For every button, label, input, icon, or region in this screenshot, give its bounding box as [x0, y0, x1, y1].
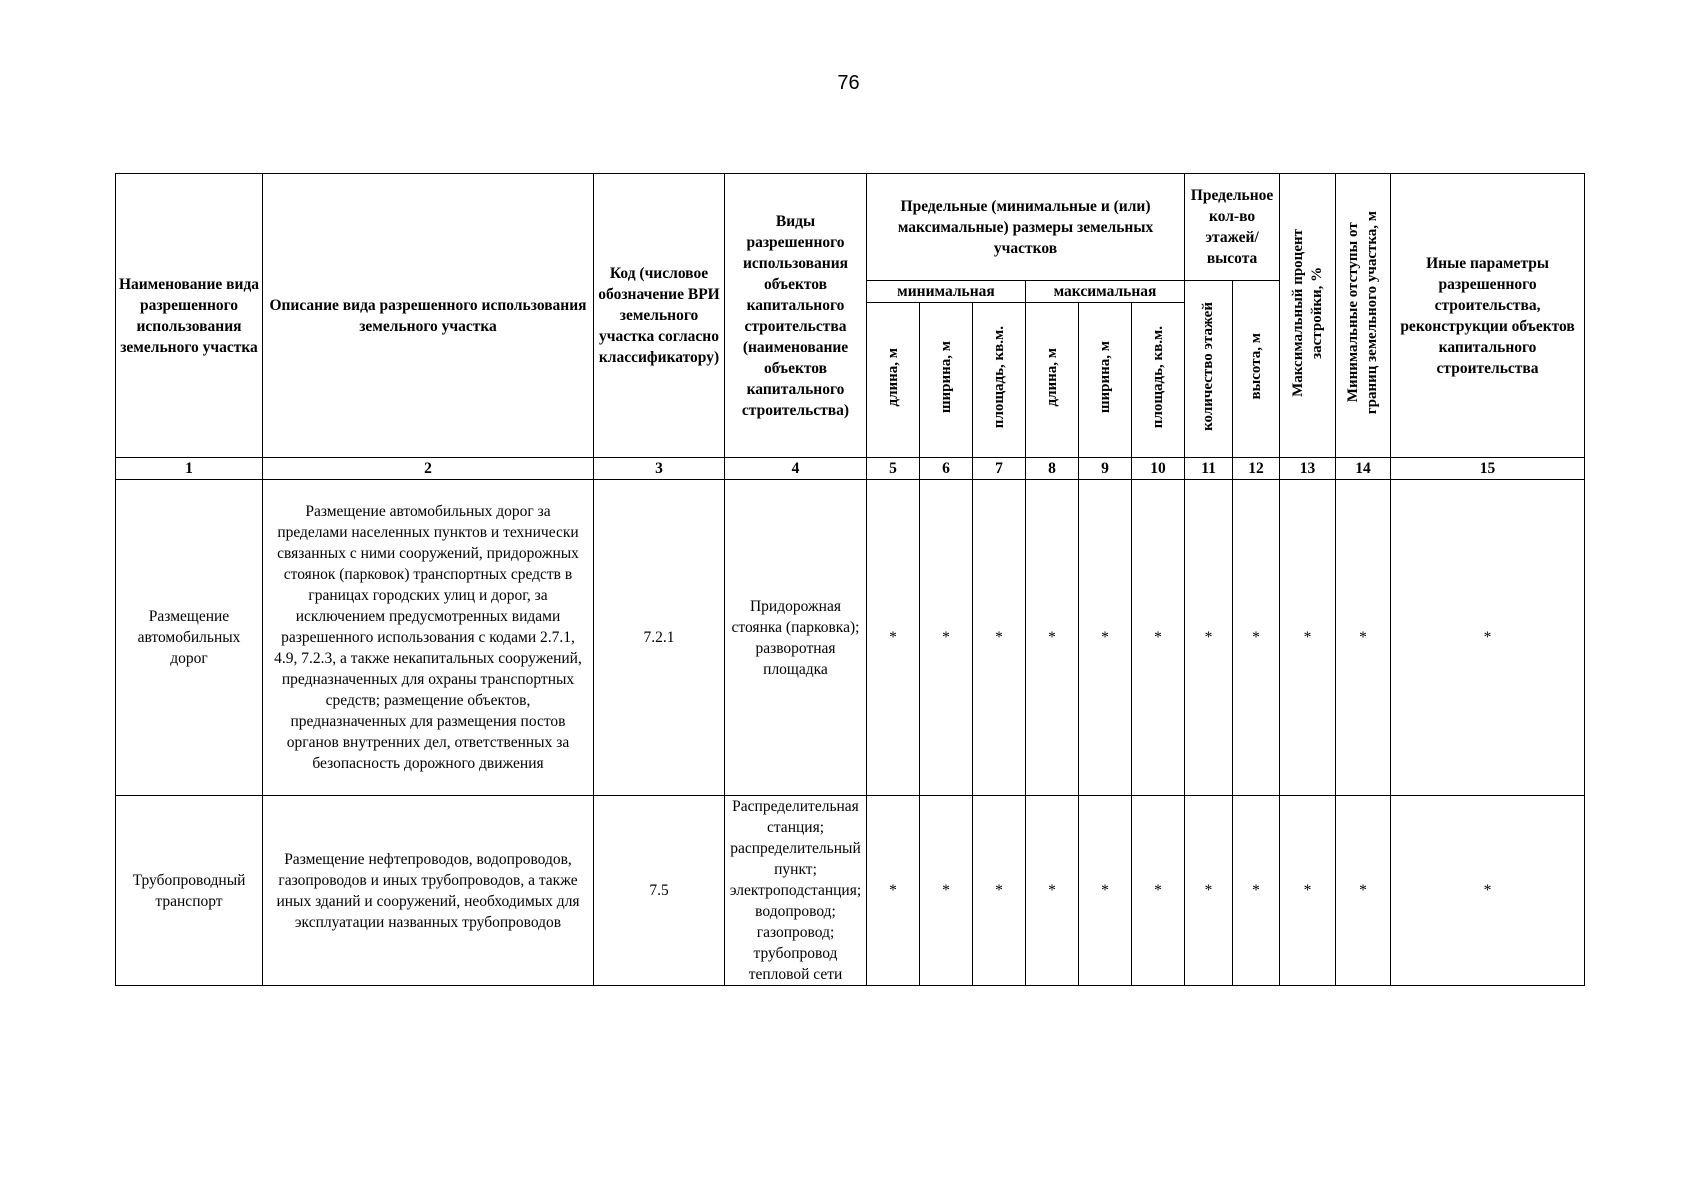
row-code: 7.2.1: [594, 480, 725, 796]
column-number: 4: [725, 458, 867, 480]
column-number: 11: [1185, 458, 1233, 480]
row-param: *: [920, 796, 973, 986]
header-code: Код (числовое обозначение ВРИ земельного участка согласно классификатору): [594, 174, 725, 458]
row-param: *: [867, 480, 920, 796]
header-max-build-percent: [1280, 174, 1336, 458]
row-param: *: [1185, 480, 1233, 796]
row-param: *: [1336, 480, 1391, 796]
row-objects: Придорожная стоянка (парковка); разворотная площадка: [725, 480, 867, 796]
column-number: 6: [920, 458, 973, 480]
header-name: Наименование вида разрешенного использования земельного участка: [116, 174, 263, 458]
header-max-length: длина, м: [1026, 303, 1079, 458]
header-floors-count: количество этажей: [1185, 281, 1233, 458]
header-description: Описание вида разрешенного использования земельного участка: [263, 174, 594, 458]
header-plot-sizes: Предельные (минимальные и (или) максимальные) размеры земельных участков: [867, 174, 1185, 281]
header-objects: Виды разрешенного использования объектов капитального строительства (наименование объектов капитального строительства): [725, 174, 867, 458]
row-description: Размещение нефтепроводов, водопроводов, газопроводов и иных трубопроводов, а также иных зданий и сооружений, необходимых для эксплуатации названных трубопроводов: [263, 796, 594, 986]
header-min-width: ширина, м: [920, 303, 973, 458]
header-other-params: Иные параметры разрешенного строительства, реконструкции объектов капитального строительства: [1391, 174, 1585, 458]
column-number: 9: [1079, 458, 1132, 480]
header-min-setbacks-text: Минимальные отступы от границ земельного участка, м: [1345, 210, 1381, 415]
column-number: 2: [263, 458, 594, 480]
row-description: Размещение автомобильных дорог за пределами населенных пунктов и технически связанных с ними сооружений, придорожных стоянок (парковок) транспортных средств в границах городских улиц и дорог, за исключением предусмотренных видами разрешенного использования с кодами 2.7.1, 4.9, 7.2.3, а также некапитальных сооружений, предназначенных для охраны транспортных средств; размещение объектов, предназначенных для размещения постов органов внутренних дел, ответственных за безопасность дорожного движения: [263, 480, 594, 796]
row-objects: Распределительная станция; распределительный пункт; электроподстанция; водопровод; газопровод; трубопровод тепловой сети: [725, 796, 867, 986]
table-row: [116, 796, 1585, 986]
row-param: *: [1079, 480, 1132, 796]
row-param: *: [1233, 480, 1280, 796]
header-max-width: ширина, м: [1079, 303, 1132, 458]
land-use-table: [115, 173, 1585, 986]
row-name: Размещение автомобильных дорог: [116, 480, 263, 796]
row-name: Трубопроводный транспорт: [116, 796, 263, 986]
header-min-setbacks: [1336, 174, 1391, 458]
row-param: *: [1233, 796, 1280, 986]
row-param: *: [1391, 796, 1585, 986]
header-height: высота, м: [1233, 281, 1280, 458]
column-number: 15: [1391, 458, 1585, 480]
column-numbers-row: [116, 458, 1585, 480]
row-param: *: [920, 480, 973, 796]
header-floors-height: Предельное кол-во этажей/ высота: [1185, 174, 1280, 281]
row-code: 7.5: [594, 796, 725, 986]
row-param: *: [1391, 480, 1585, 796]
row-param: *: [973, 796, 1026, 986]
column-number: 13: [1280, 458, 1336, 480]
row-param: *: [867, 796, 920, 986]
row-param: *: [1132, 796, 1185, 986]
table-row: [116, 480, 1585, 796]
header-min-area: площадь, кв.м.: [973, 303, 1026, 458]
header-max-area: площадь, кв.м.: [1132, 303, 1185, 458]
column-number: 5: [867, 458, 920, 480]
page-number: 76: [837, 72, 860, 94]
row-param: *: [1132, 480, 1185, 796]
row-param: *: [1185, 796, 1233, 986]
column-number: 10: [1132, 458, 1185, 480]
column-number: 3: [594, 458, 725, 480]
row-param: *: [1336, 796, 1391, 986]
column-number: 1: [116, 458, 263, 480]
column-number: 8: [1026, 458, 1079, 480]
column-number: 7: [973, 458, 1026, 480]
header-min-length: длина, м: [867, 303, 920, 458]
header-min: минимальная: [867, 281, 1026, 303]
column-number: 14: [1336, 458, 1391, 480]
row-param: *: [1026, 480, 1079, 796]
row-param: *: [973, 480, 1026, 796]
row-param: *: [1026, 796, 1079, 986]
header-max-build-percent-text: Максимальный процент застройки, %: [1289, 228, 1325, 397]
row-param: *: [1280, 796, 1336, 986]
header-max: максимальная: [1026, 281, 1185, 303]
row-param: *: [1079, 796, 1132, 986]
column-number: 12: [1233, 458, 1280, 480]
row-param: *: [1280, 480, 1336, 796]
